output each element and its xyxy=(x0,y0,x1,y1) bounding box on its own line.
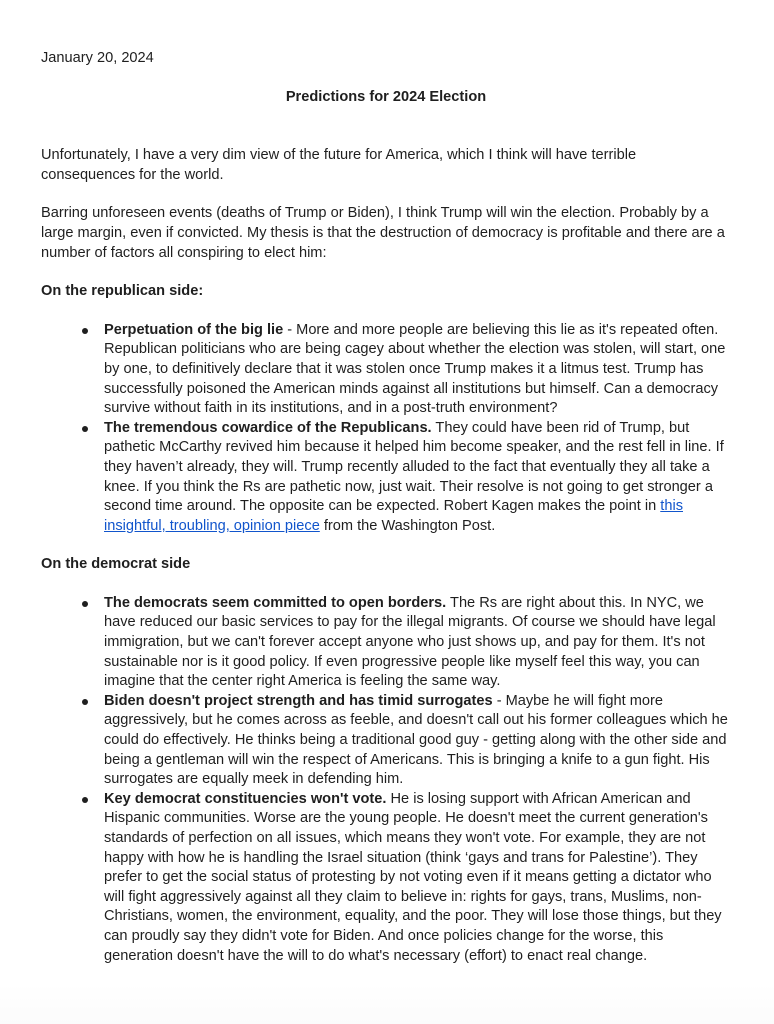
bullet-lead: The democrats seem committed to open borders. xyxy=(104,594,447,611)
bullet-icon xyxy=(82,797,88,803)
thesis-paragraph: Barring unforeseen events (deaths of Trump or Biden), I think Trump will win the election. Probably by a large margin, even if convicted. My thesis is that the destruction of democracy is profitable and there are a number of factors all conspiring to elect him: xyxy=(41,205,725,261)
bullet-icon xyxy=(82,601,88,607)
bullet-lead: Key democrat constituencies won't vote. xyxy=(104,790,387,807)
list-item xyxy=(104,321,731,419)
list-item xyxy=(104,594,731,692)
opinion-piece-link[interactable]: this insightful, troubling, opinion piece xyxy=(104,498,683,534)
bullet-icon xyxy=(82,699,88,705)
bullet-lead: The tremendous cowardice of the Republicans. xyxy=(104,419,432,436)
intro-paragraph: Unfortunately, I have a very dim view of the future for America, which I think will have terrible consequences for the world. xyxy=(41,147,637,183)
bullet-icon xyxy=(82,328,88,334)
republican-bullet-list xyxy=(41,321,731,537)
section-heading-democrat: On the democrat side xyxy=(41,556,191,573)
bullet-text: - More and more people are believing this lie as it's repeated often. Republican politicians who are being cagey about whether the election was stolen, will start, one by one, to definitively declare that it was stolen once Trump makes it a litmus test. Trump has successfully poisoned the American minds against all institutions but himself. Can a democracy survive without faith in its institutions, and in a post-truth environment? xyxy=(104,321,726,417)
bullet-text: The Rs are right about this. In NYC, we have reduced our basic services to pay for the illegal migrants. Of course we should have legal immigration, but we can't forever accept anyone who just shows up, and pay for them. It's not sustainable nor is it good policy. If even progressive people like myself feel this way, you can imagine that the center right America is feeling the same way. xyxy=(104,594,716,690)
bullet-text: They could have been rid of Trump, but pathetic McCarthy revived him because it helped him become speaker, and the rest fell in line. If they haven’t already, they will. Trump recently alluded to the fact that eventually they all take a knee. If you think the Rs are pathetic now, just wait. Their resolve is not going to get stronger a second time around. The opposite can be expected. Robert Kagen makes the point in xyxy=(104,419,724,515)
bullet-text: He is losing support with African American and Hispanic communities. Worse are the young people. He doesn't meet the current generation's standards of perfection on all issues, which means they won't vote. For example, they are not happy with how he is handling the Israel situation (think ‘gays and trans for Palestine’). They prefer to get the social status of protesting by not voting even if it means getting a dictator who will fight aggressively against all they claim to believe in: rights for gays, trans, Muslims, non-Christians, women, the environment, equality, and the poor. They will lose those things, but they can proudly say they didn't vote for Biden. And once policies change for the worse, this generation doesn't have the will to do what's necessary (effort) to enact real change. xyxy=(104,790,722,964)
list-item xyxy=(104,790,731,966)
bullet-lead: Biden doesn't project strength and has timid surrogates xyxy=(104,692,493,709)
document-title: Predictions for 2024 Election xyxy=(285,88,487,105)
list-item xyxy=(104,692,731,790)
democrat-bullet-list xyxy=(41,594,731,966)
bullet-text: - Maybe he will fight more aggressively, but he comes across as feeble, and doesn't call out his former colleagues which he could do effectively. He thinks being a traditional good guy - getting along with the other side and being a gentleman will win the respect of Americans. This is bringing a knife to a gun fight. His surrogates are equally meek in defending him. xyxy=(104,692,728,788)
document-date: January 20, 2024 xyxy=(41,50,154,66)
list-item xyxy=(104,419,731,537)
bullet-lead: Perpetuation of the big lie xyxy=(104,321,284,338)
page-bottom-edge xyxy=(0,984,774,1024)
bullet-text-after: from the Washington Post. xyxy=(319,517,496,534)
bullet-icon xyxy=(82,426,88,432)
section-heading-republican: On the republican side: xyxy=(41,283,204,300)
document-page xyxy=(41,49,731,966)
